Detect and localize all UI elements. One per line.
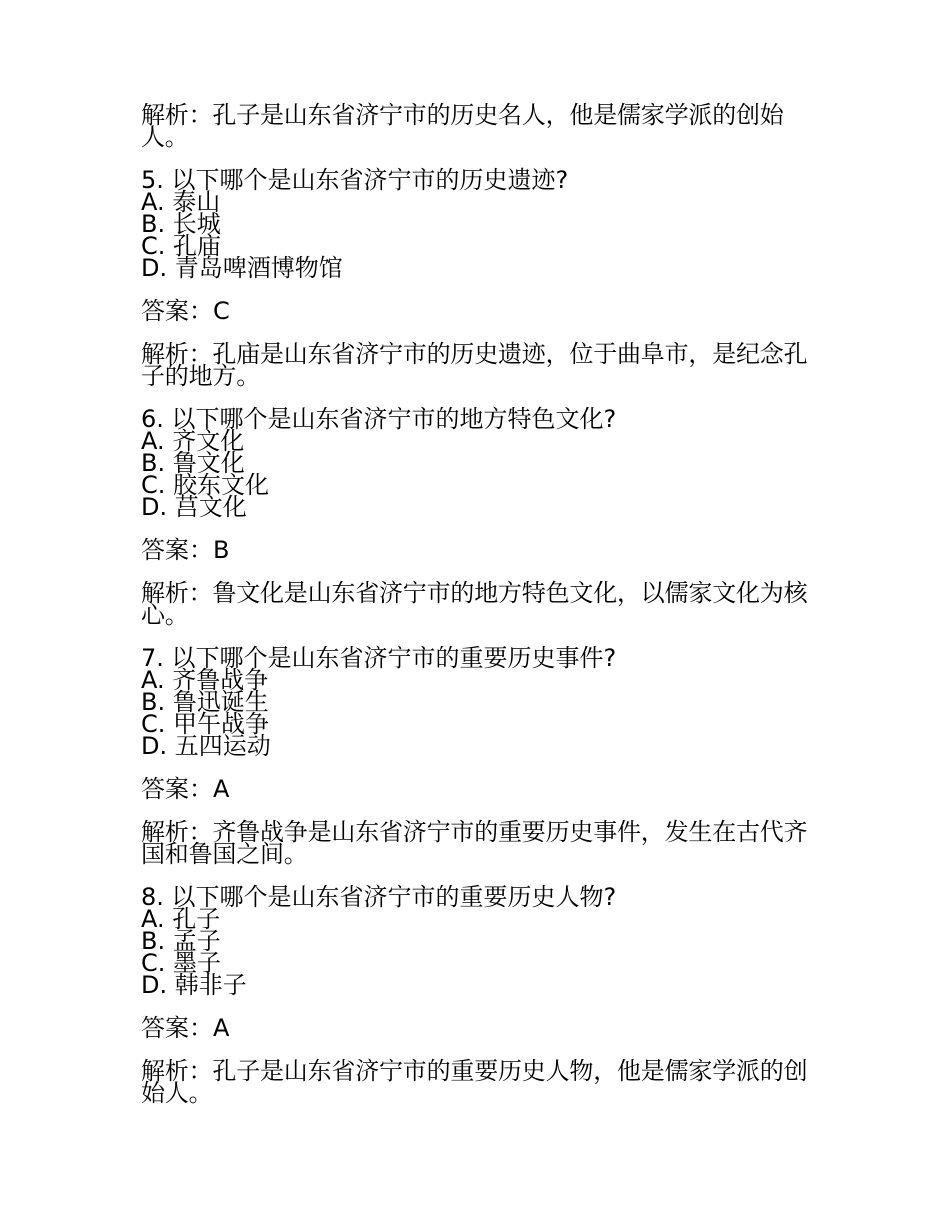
option-a: A. 孔子: [141, 905, 221, 933]
document-content: [141, 101, 813, 1125]
question-5: [141, 166, 813, 282]
answer-q5: 答案：C: [141, 297, 230, 325]
option-a: A. 齐文化: [141, 427, 245, 455]
explanation-q4: 解析：孔子是山东省济宁市的历史名人，他是儒家学派的创始人。: [141, 101, 784, 151]
answer-q7: 答案：A: [141, 775, 230, 803]
option-c: C. 墨子: [141, 949, 222, 977]
option-b: B. 鲁迅诞生: [141, 688, 269, 716]
explanation-q5: 解析：孔庙是山东省济宁市的历史遗迹，位于曲阜市，是纪念孔子的地方。: [141, 340, 808, 390]
question-6: [141, 405, 813, 521]
question-stem: 7. 以下哪个是山东省济宁市的重要历史事件?: [141, 644, 617, 672]
question-8: [141, 883, 813, 999]
option-b: B. 长城: [141, 210, 221, 238]
option-d: D. 五四运动: [141, 732, 271, 760]
option-d: D. 莒文化: [141, 493, 247, 521]
explanation-q7: 解析：齐鲁战争是山东省济宁市的重要历史事件，发生在古代齐国和鲁国之间。: [141, 818, 808, 868]
option-c: C. 孔庙: [141, 232, 222, 260]
question-stem: 5. 以下哪个是山东省济宁市的历史遗迹?: [141, 166, 569, 194]
question-stem: 6. 以下哪个是山东省济宁市的地方特色文化?: [141, 405, 617, 433]
answer-q8: 答案：A: [141, 1014, 230, 1042]
explanation-q8: 解析：孔子是山东省济宁市的重要历史人物，他是儒家学派的创始人。: [141, 1057, 808, 1107]
option-c: C. 胶东文化: [141, 471, 270, 499]
question-stem: 8. 以下哪个是山东省济宁市的重要历史人物?: [141, 883, 617, 911]
option-a: A. 泰山: [141, 188, 221, 216]
option-b: B. 鲁文化: [141, 449, 245, 477]
option-d: D. 青岛啤酒博物馆: [141, 254, 343, 282]
option-a: A. 齐鲁战争: [141, 666, 269, 694]
option-c: C. 甲午战争: [141, 710, 270, 738]
explanation-q6: 解析：鲁文化是山东省济宁市的地方特色文化，以儒家文化为核心。: [141, 579, 808, 629]
option-d: D. 韩非子: [141, 971, 247, 999]
option-b: B. 孟子: [141, 927, 221, 955]
answer-q6: 答案：B: [141, 536, 230, 564]
question-7: [141, 644, 813, 760]
